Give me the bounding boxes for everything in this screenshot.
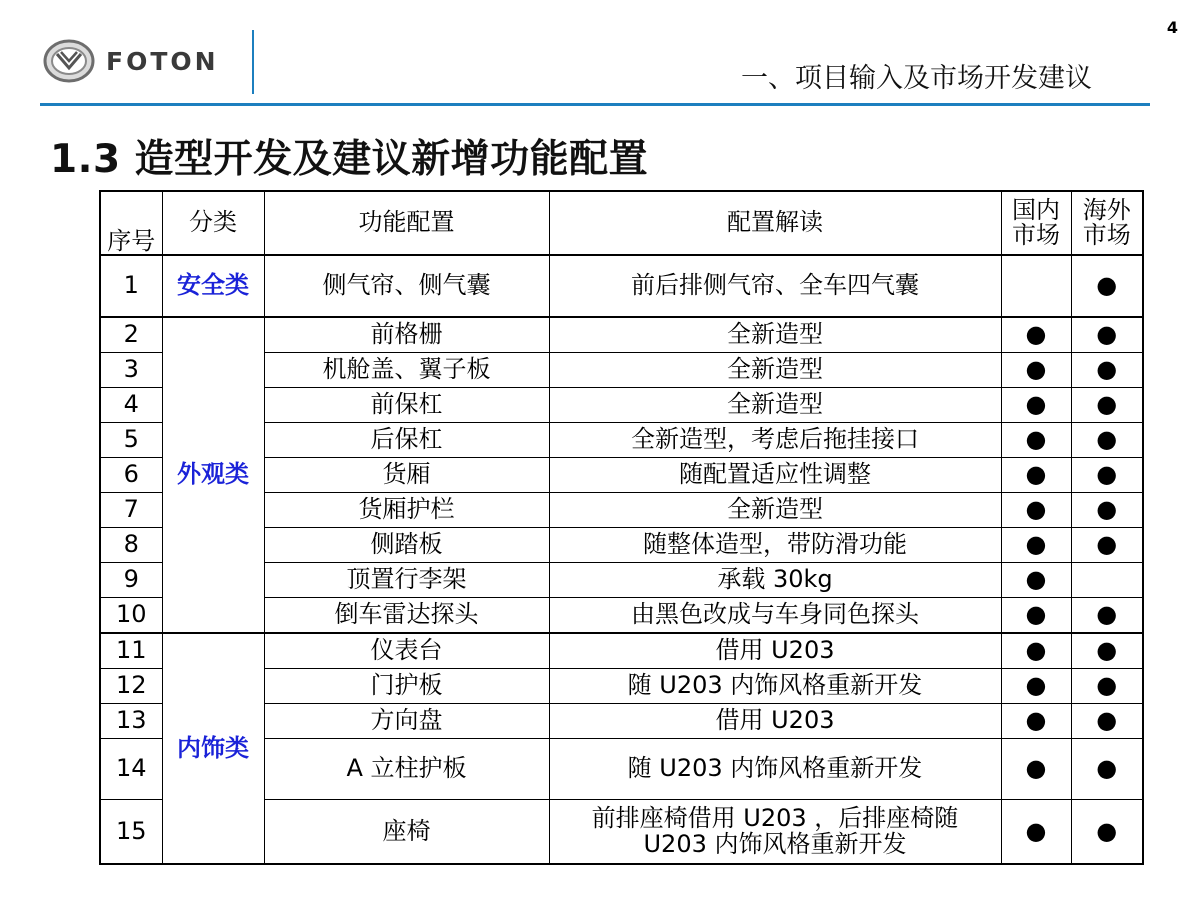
row-no: 3 xyxy=(100,353,162,388)
row-overseas-mark: ● xyxy=(1071,423,1143,458)
category-exterior: 外观类 xyxy=(162,317,264,633)
row-interpretation: 随 U203 内饰风格重新开发 xyxy=(549,669,1001,704)
row-domestic-mark: ● xyxy=(1001,598,1071,634)
row-no: 13 xyxy=(100,704,162,739)
row-domestic-mark: ● xyxy=(1001,353,1071,388)
row-feature: 机舱盖、翼子板 xyxy=(264,353,549,388)
row-interpretation: 全新造型，考虑后拖挂接口 xyxy=(549,423,1001,458)
row-overseas-mark: ● xyxy=(1071,669,1143,704)
row-feature: 前格栅 xyxy=(264,317,549,353)
row-interpretation: 全新造型 xyxy=(549,317,1001,353)
row-no: 14 xyxy=(100,739,162,800)
row-feature: 前保杠 xyxy=(264,388,549,423)
table-row xyxy=(100,255,1143,317)
feature-config-table xyxy=(99,190,1144,865)
row-interpretation: 全新造型 xyxy=(549,493,1001,528)
section-title: 一、项目输入及市场开发建议 xyxy=(741,63,1092,94)
row-no: 11 xyxy=(100,633,162,669)
row-feature: 倒车雷达探头 xyxy=(264,598,549,634)
row-domestic-mark: ● xyxy=(1001,800,1071,865)
row-no: 15 xyxy=(100,800,162,865)
row-no: 6 xyxy=(100,458,162,493)
header-divider xyxy=(252,30,254,94)
row-feature: 后保杠 xyxy=(264,423,549,458)
row-no: 1 xyxy=(100,255,162,317)
row-feature: 座椅 xyxy=(264,800,549,865)
row-domestic-mark: ● xyxy=(1001,704,1071,739)
row-overseas-mark: ● xyxy=(1071,633,1143,669)
row-interpretation: 前后排侧气帘、全车四气囊 xyxy=(549,255,1001,317)
row-feature: 方向盘 xyxy=(264,704,549,739)
row-domestic-mark: ● xyxy=(1001,528,1071,563)
row-no: 12 xyxy=(100,669,162,704)
slide-title: 1.3 造型开发及建议新增功能配置 xyxy=(50,137,649,182)
row-no: 7 xyxy=(100,493,162,528)
row-overseas-mark xyxy=(1071,563,1143,598)
table-row xyxy=(100,317,1143,353)
row-interpretation: 由黑色改成与车身同色探头 xyxy=(549,598,1001,634)
row-feature: A 立柱护板 xyxy=(264,739,549,800)
row-domestic-mark: ● xyxy=(1001,493,1071,528)
row-domestic-mark: ● xyxy=(1001,423,1071,458)
row-overseas-mark: ● xyxy=(1071,255,1143,317)
row-feature: 货厢护栏 xyxy=(264,493,549,528)
header-feature: 功能配置 xyxy=(264,191,549,255)
row-interpretation: 全新造型 xyxy=(549,353,1001,388)
row-domestic-mark: ● xyxy=(1001,563,1071,598)
header-rule xyxy=(40,103,1150,106)
row-no: 8 xyxy=(100,528,162,563)
header-overseas: 海外 市场 xyxy=(1071,191,1143,255)
brand-name: FOTON xyxy=(106,47,219,76)
row-interpretation: 随 U203 内饰风格重新开发 xyxy=(549,739,1001,800)
row-feature: 侧踏板 xyxy=(264,528,549,563)
page-number: 4 xyxy=(1166,18,1178,37)
row-interpretation: 承载 30kg xyxy=(549,563,1001,598)
row-domestic-mark xyxy=(1001,255,1071,317)
row-no: 5 xyxy=(100,423,162,458)
row-feature: 货厢 xyxy=(264,458,549,493)
row-no: 4 xyxy=(100,388,162,423)
row-overseas-mark: ● xyxy=(1071,353,1143,388)
row-no: 10 xyxy=(100,598,162,634)
row-overseas-mark: ● xyxy=(1071,458,1143,493)
row-overseas-mark: ● xyxy=(1071,388,1143,423)
row-interpretation: 随配置适应性调整 xyxy=(549,458,1001,493)
row-feature: 侧气帘、侧气囊 xyxy=(264,255,549,317)
row-domestic-mark: ● xyxy=(1001,669,1071,704)
foton-logo xyxy=(42,30,242,90)
header-domestic: 国内 市场 xyxy=(1001,191,1071,255)
row-overseas-mark: ● xyxy=(1071,528,1143,563)
row-domestic-mark: ● xyxy=(1001,317,1071,353)
row-feature: 仪表台 xyxy=(264,633,549,669)
row-domestic-mark: ● xyxy=(1001,388,1071,423)
row-overseas-mark: ● xyxy=(1071,739,1143,800)
row-feature: 门护板 xyxy=(264,669,549,704)
row-no: 9 xyxy=(100,563,162,598)
row-no: 2 xyxy=(100,317,162,353)
row-interpretation: 借用 U203 xyxy=(549,633,1001,669)
row-domestic-mark: ● xyxy=(1001,633,1071,669)
category-safety: 安全类 xyxy=(162,255,264,317)
category-interior: 内饰类 xyxy=(162,633,264,864)
row-domestic-mark: ● xyxy=(1001,739,1071,800)
row-overseas-mark: ● xyxy=(1071,704,1143,739)
row-interpretation: 随整体造型，带防滑功能 xyxy=(549,528,1001,563)
row-domestic-mark: ● xyxy=(1001,458,1071,493)
row-interpretation: 全新造型 xyxy=(549,388,1001,423)
row-interpretation: 前排座椅借用 U203 ，后排座椅随 U203 内饰风格重新开发 xyxy=(549,800,1001,865)
table-row xyxy=(100,633,1143,669)
row-overseas-mark: ● xyxy=(1071,800,1143,865)
row-interpretation: 借用 U203 xyxy=(549,704,1001,739)
header-interpretation: 配置解读 xyxy=(549,191,1001,255)
row-overseas-mark: ● xyxy=(1071,493,1143,528)
row-overseas-mark: ● xyxy=(1071,317,1143,353)
header-category: 分类 xyxy=(162,191,264,255)
header-no: 序号 xyxy=(100,191,162,255)
row-feature: 顶置行李架 xyxy=(264,563,549,598)
row-overseas-mark: ● xyxy=(1071,598,1143,634)
table-header-row xyxy=(100,191,1143,255)
